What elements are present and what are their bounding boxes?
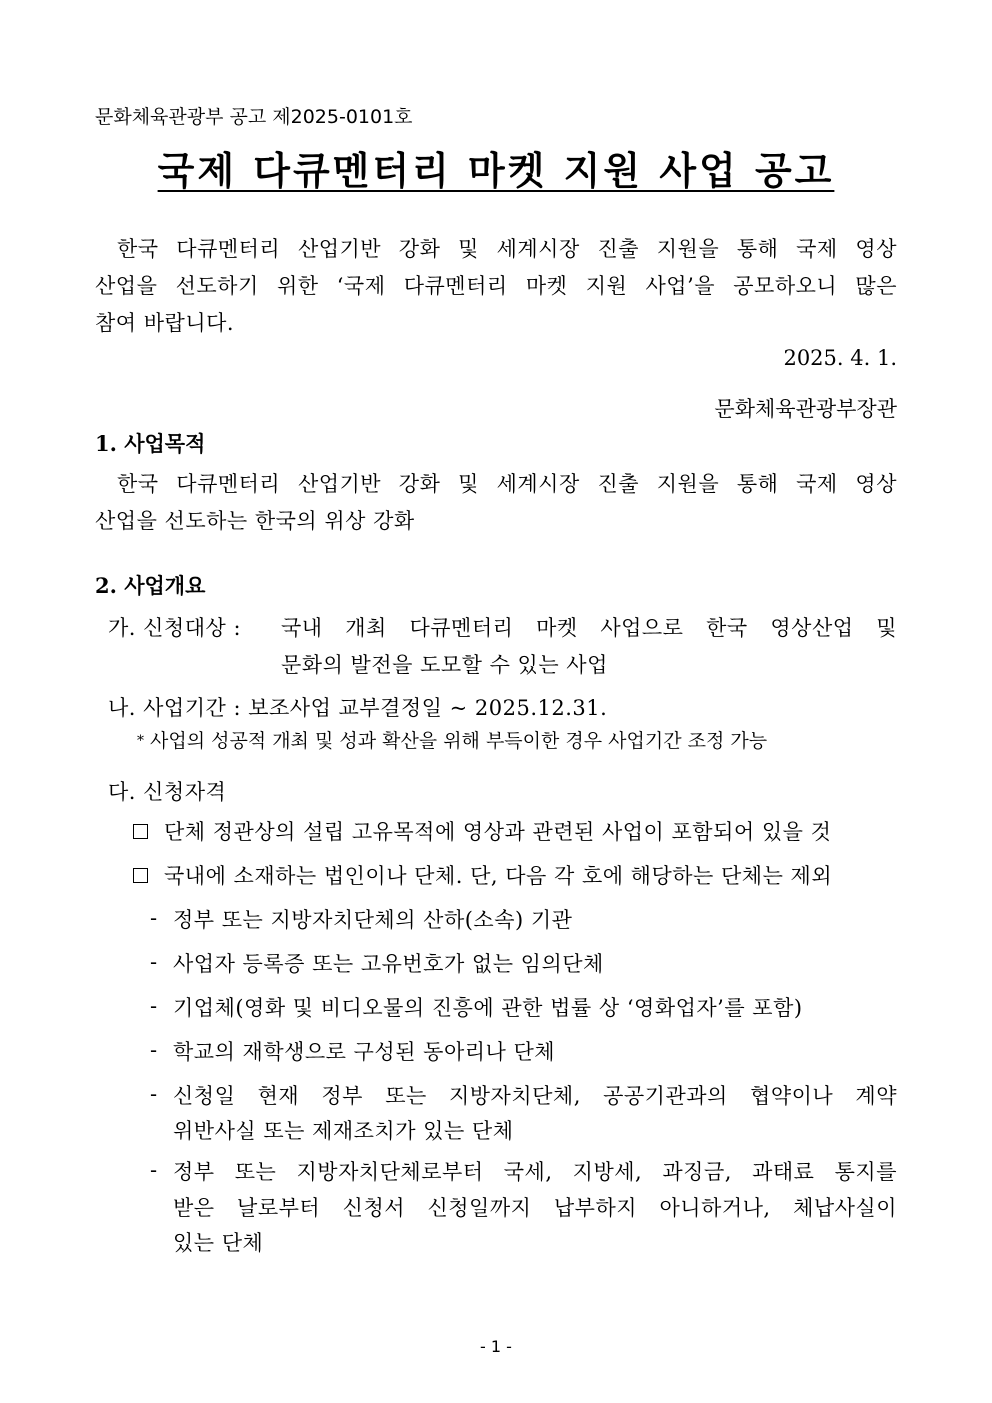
intro-line-3: 참여 바랍니다. [95, 311, 235, 335]
intro-paragraph-line [95, 233, 897, 263]
notice-number: 문화체육관광부 공고 제2025-0101호 [95, 106, 413, 128]
dash-bullet: - [150, 950, 158, 974]
intro-line-1: 한국 다큐멘터리 산업기반 강화 및 세계시장 진출 지원을 통해 국제 영상 [117, 237, 897, 261]
issuer: 문화체육관광부장관 [714, 397, 897, 421]
eligibility-item-1: 단체 정관상의 설립 고유목적에 영상과 관련된 사업이 포함되어 있을 것 [164, 820, 832, 844]
da-heading: 다. 신청자격 [108, 780, 227, 804]
page-number: - 1 - [480, 1337, 512, 1356]
section-1-line-2: 산업을 선도하는 한국의 위상 강화 [95, 509, 415, 533]
page-title-text: 국제 다큐멘터리 마켓 지원 사업 공고 [157, 149, 835, 193]
exclusion-item-1: 정부 또는 지방자치단체의 산하(소속) 기관 [173, 908, 573, 932]
exclusion-item-3: 기업체(영화 및 비디오물의 진흥에 관한 법률 상 ‘영화업자’를 포함) [173, 996, 803, 1020]
na-note-text: 사업의 성공적 개최 및 성과 확산을 위해 부득이한 경우 사업기간 조정 가능 [150, 730, 768, 752]
note-mark: * [137, 733, 144, 749]
ga-line-2: 문화의 발전을 도모할 수 있는 사업 [281, 653, 608, 677]
dash-bullet: - [150, 906, 158, 930]
exclusion-item-6-line-3: 있는 단체 [173, 1231, 264, 1255]
exclusion-item-6-line-2: 받은 날로부터 신청서 신청일까지 납부하지 아니하거나, 체납사실이 [173, 1196, 897, 1220]
section-1-heading: 1. 사업목적 [95, 431, 206, 456]
eligibility-item-2: 국내에 소재하는 법인이나 단체. 단, 다음 각 호에 해당하는 단체는 제외 [164, 864, 833, 888]
exclusion-item-6-line-1: 정부 또는 지방자치단체로부터 국세, 지방세, 과징금, 과태료 통지를 [173, 1160, 897, 1184]
ga-line-1: 국내 개최 다큐멘터리 마켓 사업으로 한국 영상산업 및 [281, 616, 897, 640]
exclusion-item-5-line-2: 위반사실 또는 제재조치가 있는 단체 [173, 1119, 514, 1143]
exclusion-item-5-line-1: 신청일 현재 정부 또는 지방자치단체, 공공기관과의 협약이나 계약 [173, 1084, 897, 1108]
page-title [0, 140, 992, 195]
checkbox-icon [133, 824, 148, 839]
checkbox-icon [133, 868, 148, 883]
dash-bullet: - [150, 1082, 158, 1106]
dash-bullet: - [150, 1158, 158, 1182]
na-row: 나. 사업기간 : 보조사업 교부결정일 ~ 2025.12.31. [108, 696, 608, 720]
na-note [137, 726, 767, 753]
dash-bullet: - [150, 994, 158, 1018]
notice-date: 2025. 4. 1. [783, 346, 897, 370]
exclusion-item-4: 학교의 재학생으로 구성된 동아리나 단체 [173, 1040, 556, 1064]
section-1-line-1: 한국 다큐멘터리 산업기반 강화 및 세계시장 진출 지원을 통해 국제 영상 [117, 472, 897, 496]
ga-label: 가. 신청대상 : [108, 616, 242, 640]
dash-bullet: - [150, 1038, 158, 1062]
section-2-heading: 2. 사업개요 [95, 573, 206, 598]
intro-line-2: 산업을 선도하기 위한 ‘국제 다큐멘터리 마켓 지원 사업’을 공모하오니 많은 [95, 274, 897, 298]
section-1-paragraph-line [95, 468, 897, 498]
exclusion-item-2: 사업자 등록증 또는 고유번호가 없는 임의단체 [173, 952, 604, 976]
